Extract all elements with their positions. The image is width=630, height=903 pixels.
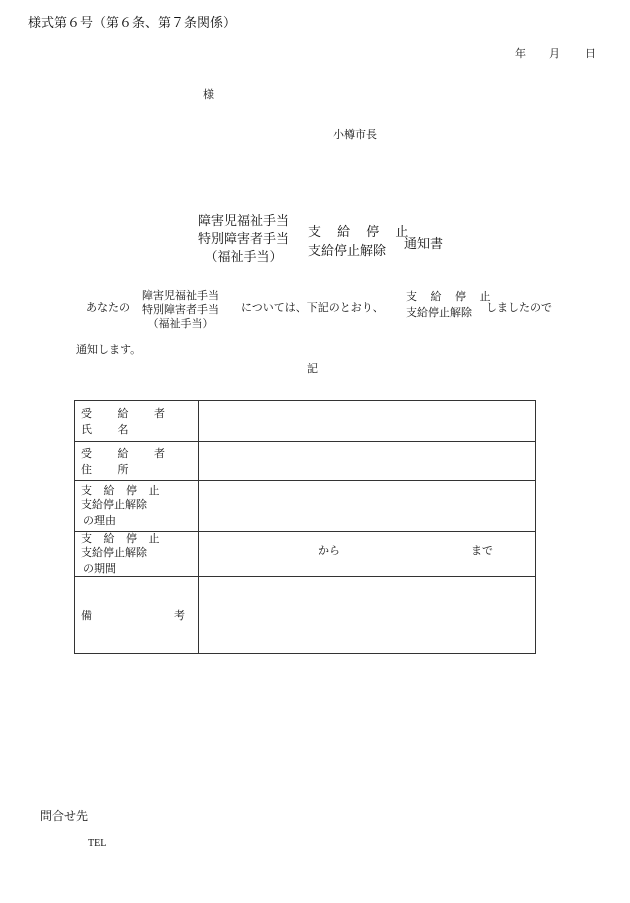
remarks-char-1: 備 (81, 609, 92, 622)
recipient-name-text: 受 給 者 氏 名 (81, 407, 176, 436)
addressee-suffix: 様 (203, 88, 214, 101)
sentence-continuation: 通知します。 (76, 343, 142, 356)
date-month-label: 月 (549, 47, 560, 60)
period-field[interactable] (199, 532, 536, 577)
sentence-suffix: しましたので (486, 301, 552, 314)
period-from-label: から (318, 544, 340, 557)
remarks-label (75, 577, 199, 654)
table-row-period (75, 532, 536, 577)
period-until-label: まで (471, 544, 493, 557)
sentence-middle: については、下記のとおり、 (241, 301, 384, 314)
title-allowance-line3: （福祉手当） (204, 250, 283, 265)
period-suffix: の期間 (83, 562, 116, 575)
tel-label: TEL (88, 838, 107, 849)
title-allowance-line2: 特別障害者手当 (198, 232, 290, 247)
ki-marker: 記 (307, 362, 318, 375)
period-action-stop: 支 給 停 止 (81, 532, 164, 545)
recipient-address-label (75, 442, 199, 481)
recipient-name-label (75, 401, 199, 442)
table-row-recipient-name (75, 401, 536, 442)
reason-suffix: の理由 (83, 514, 116, 527)
title-action-options (308, 223, 414, 261)
recipient-address-text: 受 給 者 住 所 (81, 447, 176, 476)
table-row-remarks (75, 577, 536, 654)
sentence-allowance-line3: （福祉手当） (147, 317, 214, 330)
recipient-address-field[interactable] (199, 442, 536, 481)
sentence-prefix: あなたの (86, 301, 130, 314)
sentence-allowance-options (142, 289, 219, 331)
remarks-label-text (81, 607, 185, 623)
title-allowance-line1: 障害児福祉手当 (198, 214, 290, 229)
record-table (74, 400, 536, 654)
reason-label (75, 481, 199, 532)
contact-label: 問合せ先 (40, 809, 89, 823)
title-allowance-names (198, 213, 289, 267)
sentence-action-options (406, 289, 496, 321)
title-action-resume: 支給停止解除 (308, 244, 387, 259)
period-action-resume: 支給停止解除 (81, 546, 147, 559)
reason-action-options (81, 484, 164, 512)
recipient-name-field[interactable] (199, 401, 536, 442)
date-year-label: 年 (515, 47, 526, 60)
remarks-char-2: 考 (174, 609, 185, 622)
issuer-name: 小樽市長 (333, 128, 377, 141)
reason-action-stop: 支 給 停 止 (81, 484, 164, 497)
date-day-label: 日 (585, 47, 596, 60)
remarks-field[interactable] (199, 577, 536, 654)
sentence-allowance-line2: 特別障害者手当 (142, 303, 219, 316)
table-row-reason (75, 481, 536, 532)
form-number-label: 様式第６号（第６条、第７条関係） (28, 16, 237, 31)
sentence-allowance-line1: 障害児福祉手当 (142, 289, 219, 302)
title-notice-word: 通知書 (404, 237, 444, 252)
title-action-stop: 支 給 停 止 (308, 225, 415, 240)
reason-field[interactable] (199, 481, 536, 532)
sentence-action-resume: 支給停止解除 (406, 306, 472, 319)
period-label (75, 532, 199, 577)
notice-sentence (86, 289, 566, 335)
reason-action-resume: 支給停止解除 (81, 498, 147, 511)
date-line (515, 45, 596, 61)
period-action-options (81, 532, 164, 560)
table-row-recipient-address (75, 442, 536, 481)
sentence-action-stop: 支 給 停 止 (406, 290, 496, 303)
